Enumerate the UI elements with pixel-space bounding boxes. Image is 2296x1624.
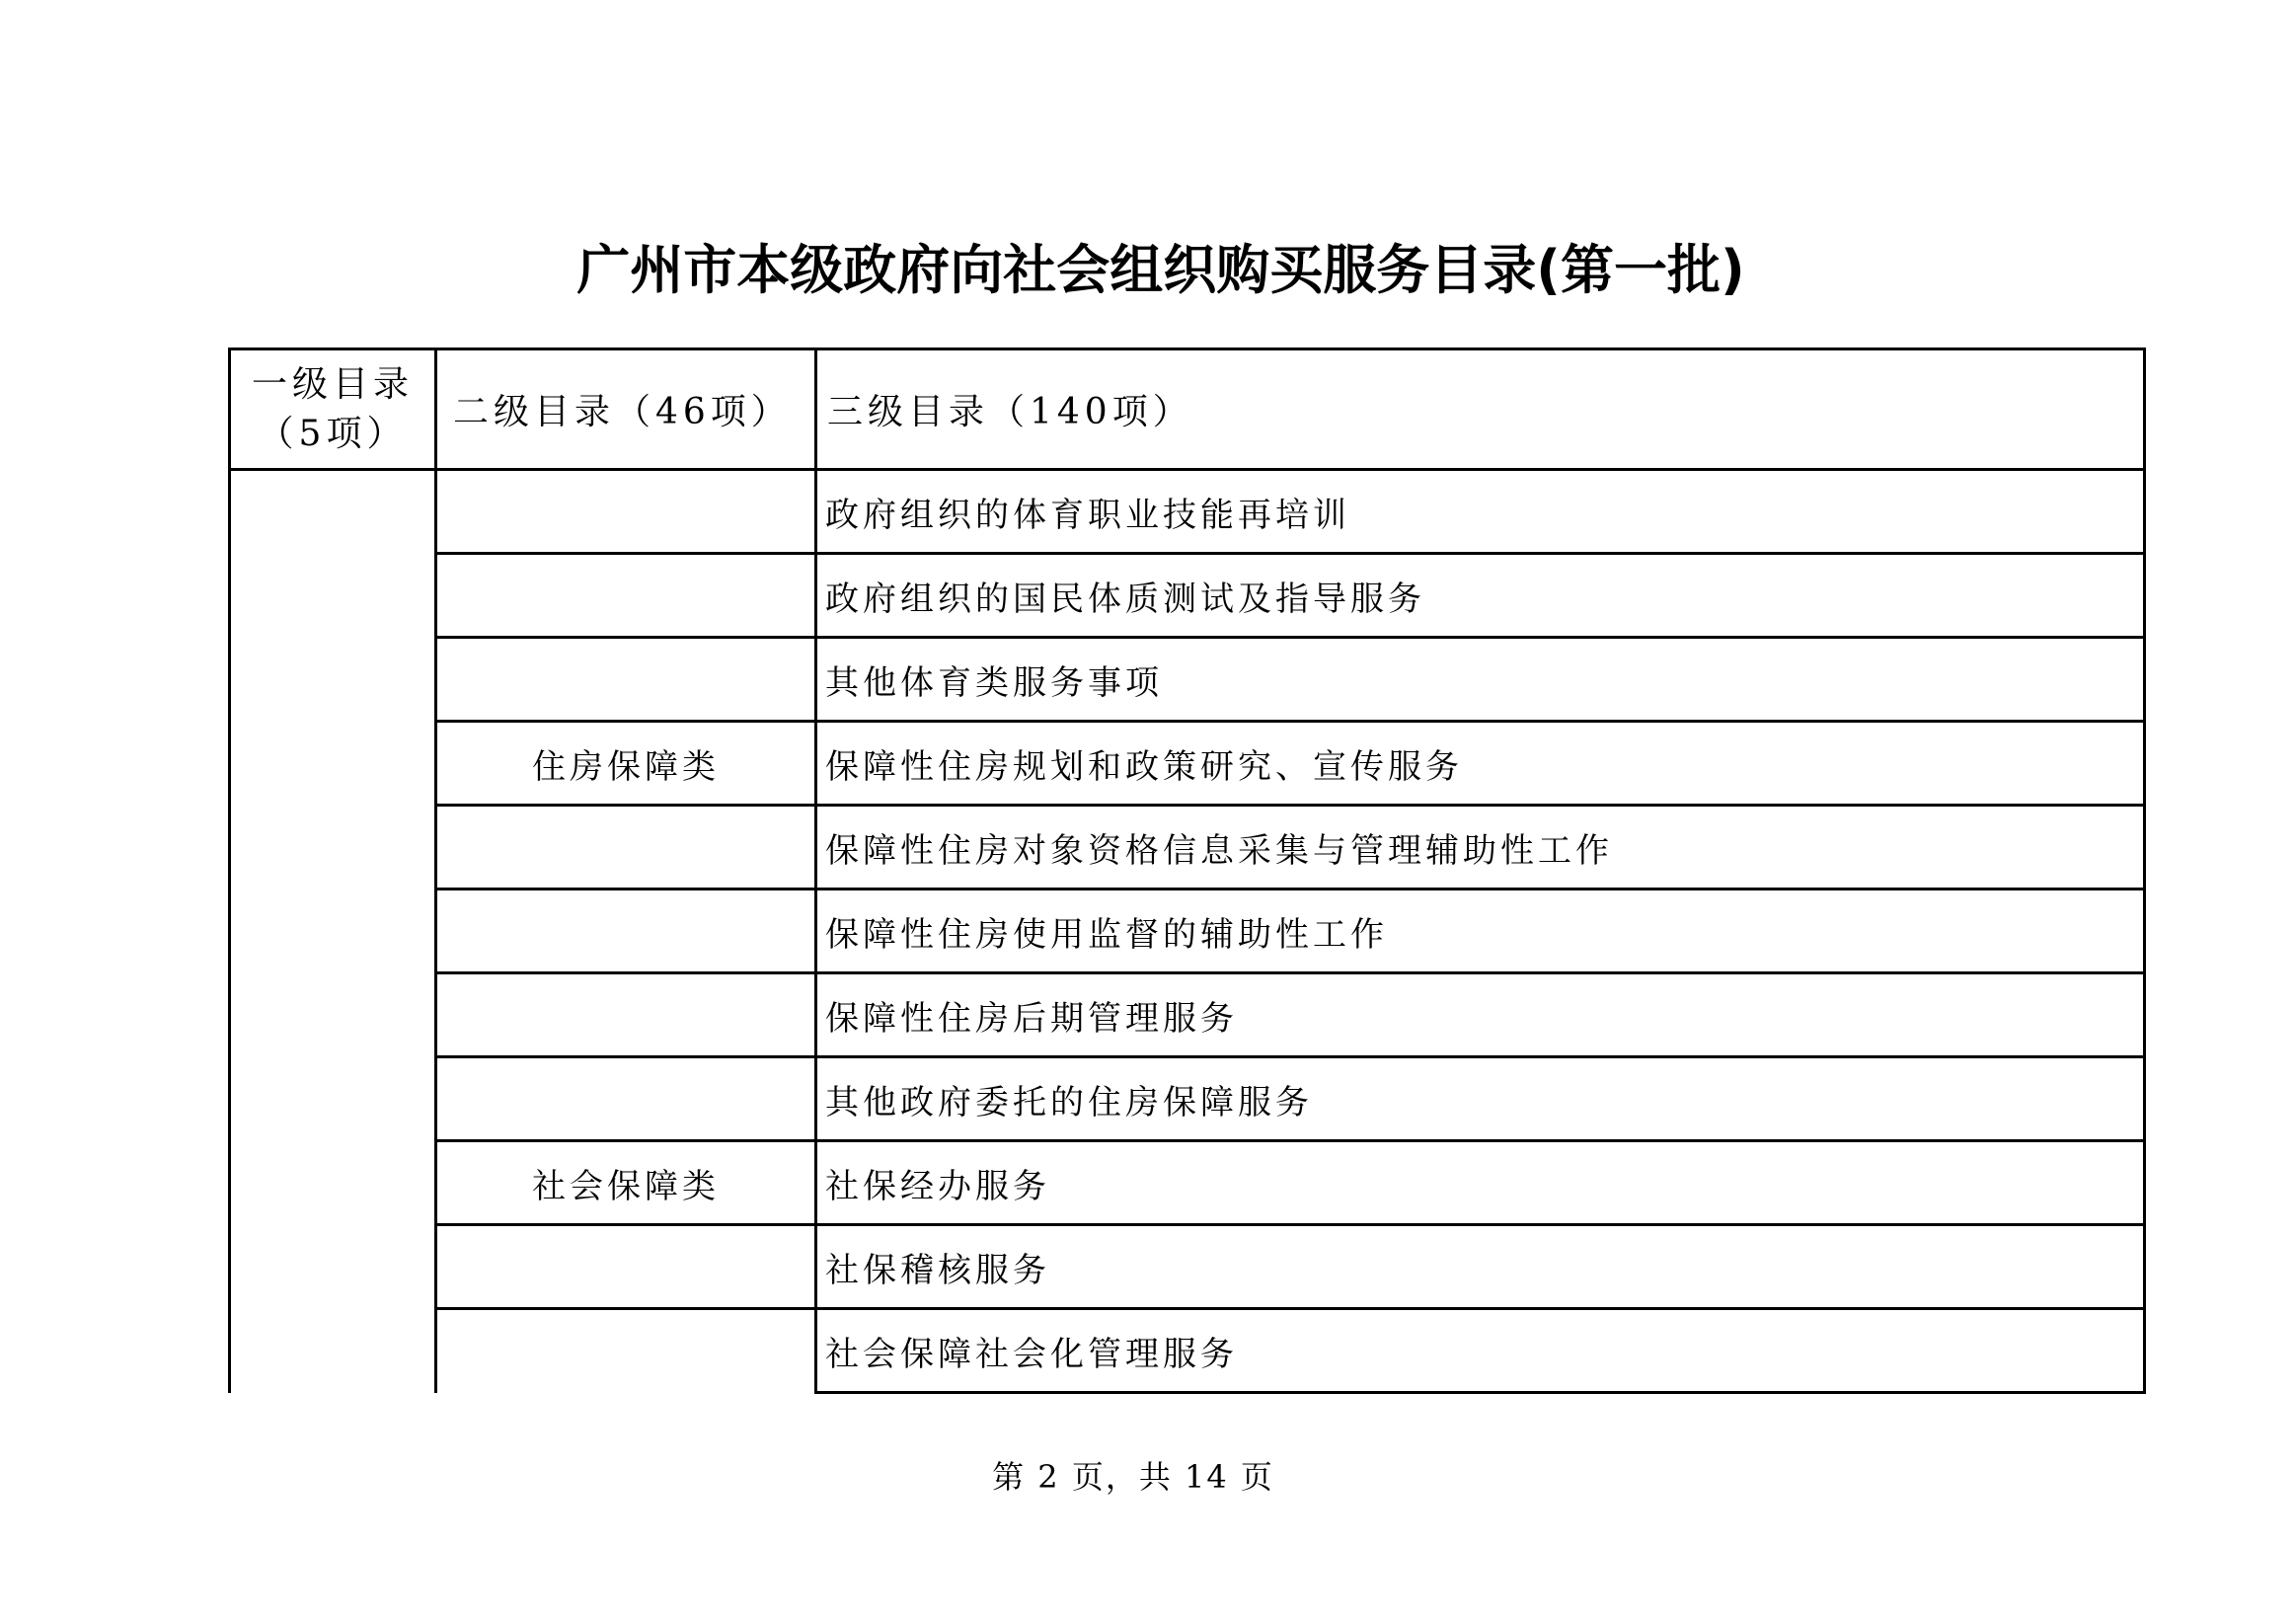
level3-cell: 保障性住房使用监督的辅助性工作 <box>816 889 2145 973</box>
table-row <box>230 722 2145 806</box>
level3-cell: 政府组织的国民体质测试及指导服务 <box>816 554 2145 638</box>
level2-cell <box>436 1309 816 1393</box>
level2-cell <box>436 889 816 973</box>
table-row <box>230 1141 2145 1225</box>
level1-cell <box>230 470 436 1393</box>
level2-cell <box>436 973 816 1057</box>
level3-cell: 其他体育类服务事项 <box>816 638 2145 722</box>
table-row <box>230 1057 2145 1141</box>
level2-cell <box>436 1057 816 1141</box>
level3-cell: 保障性住房后期管理服务 <box>816 973 2145 1057</box>
level3-cell: 社会保障社会化管理服务 <box>816 1309 2145 1393</box>
level3-cell: 保障性住房规划和政策研究、宣传服务 <box>816 722 2145 806</box>
level2-cell <box>436 1225 816 1309</box>
page-title: 广州市本级政府向社会组织购买服务目录(第一批) <box>576 239 1745 301</box>
table-row <box>230 973 2145 1057</box>
level3-cell: 保障性住房对象资格信息采集与管理辅助性工作 <box>816 806 2145 889</box>
table-row <box>230 554 2145 638</box>
level3-cell: 社保经办服务 <box>816 1141 2145 1225</box>
header-level1-line1: 一级目录 <box>251 363 414 405</box>
table-row <box>230 1225 2145 1309</box>
service-catalog-table <box>228 348 2146 1394</box>
level2-cell <box>436 470 816 554</box>
table-row <box>230 638 2145 722</box>
header-level3: 三级目录（140项） <box>816 349 2145 470</box>
level3-cell: 社保稽核服务 <box>816 1225 2145 1309</box>
table-row <box>230 470 2145 554</box>
page-number: 第 2 页，共 14 页 <box>992 1458 1274 1496</box>
level2-cell: 住房保障类 <box>436 722 816 806</box>
level2-cell: 社会保障类 <box>436 1141 816 1225</box>
level2-cell <box>436 638 816 722</box>
header-level1-line2: （5项） <box>258 413 408 454</box>
level2-cell <box>436 806 816 889</box>
table-row <box>230 806 2145 889</box>
table-row <box>230 1309 2145 1393</box>
table-header-row <box>230 349 2145 470</box>
level3-cell: 政府组织的体育职业技能再培训 <box>816 470 2145 554</box>
table-row <box>230 889 2145 973</box>
header-level1 <box>230 349 436 470</box>
header-level2: 二级目录（46项） <box>436 349 816 470</box>
level3-cell: 其他政府委托的住房保障服务 <box>816 1057 2145 1141</box>
level2-cell <box>436 554 816 638</box>
